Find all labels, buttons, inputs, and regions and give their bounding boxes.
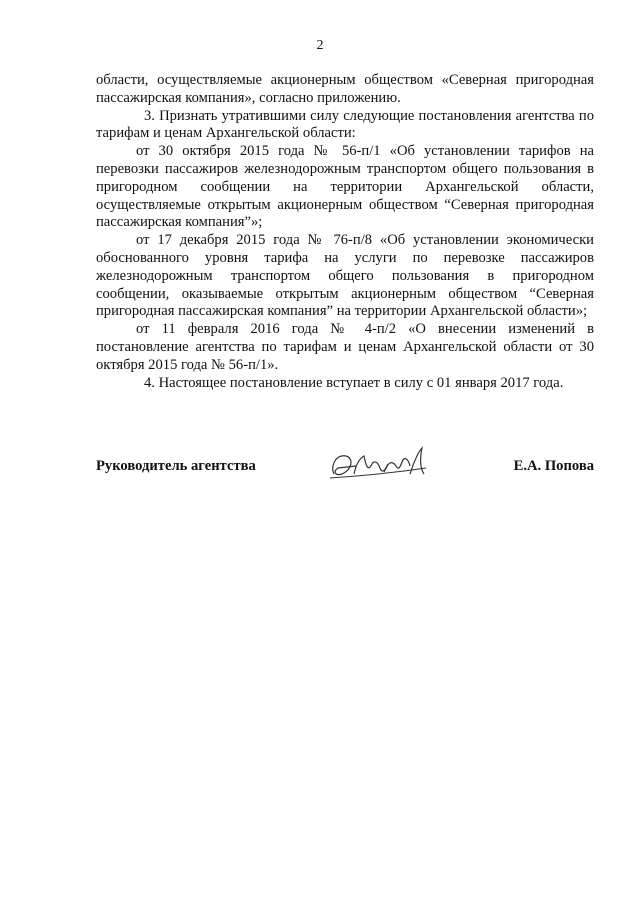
document-body <box>96 72 594 392</box>
handwritten-signature <box>326 444 436 486</box>
page-number: 2 <box>316 38 324 53</box>
paragraph-resolution-76-p-8: от 17 декабря 2015 года № 76-п/8 «Об установлении экономически обоснованного уровня тарифа на услуги по перевозке пассажиров железнодорожным транспортом общего пользования в пригородном сообщении, оказываемые открытым акционерным обществом “Северная пригородная пассажирская компания” на территории Архангельской области»; <box>96 232 594 320</box>
paragraph-continuation: области, осуществляемые акционерным обществом «Северная пригородная пассажирская компания», согласно приложению. <box>96 72 594 106</box>
paragraph-item-3: 3. Признать утратившими силу следующие постановления агентства по тарифам и ценам Архангельской области: <box>96 107 594 142</box>
paragraph-resolution-56-p-1: от 30 октября 2015 года № 56-п/1 «Об установлении тарифов на перевозки пассажиров железнодорожным транспортом общего пользования в пригородном сообщении на территории Архангельской области, осуществляемые открытым акционерным обществом “Северная пригородная пассажирская компания”»; <box>96 143 594 231</box>
signer-name: Е.А. Попова <box>513 458 594 474</box>
signature-block <box>96 448 594 488</box>
signer-position: Руководитель агентства <box>96 458 256 474</box>
paragraph-resolution-4-p-2: от 11 февраля 2016 года № 4-п/2 «О внесении изменений в постановление агентства по тарифам и ценам Архангельской области от 30 октября 2015 года № 56-п/1». <box>96 321 594 373</box>
paragraph-item-4: 4. Настоящее постановление вступает в силу с 01 января 2017 года. <box>144 374 564 391</box>
